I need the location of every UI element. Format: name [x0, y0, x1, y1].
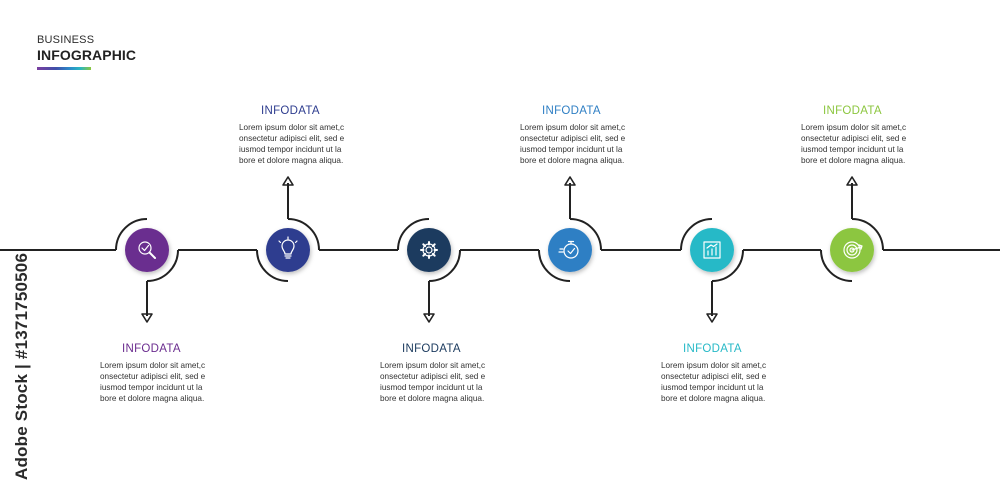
step-5-text: Lorem ipsum dolor sit amet,c onsectetur adipisci elit, sed e iusmod tempor incidunt ut la bore et dolore magna aliqua.: [661, 361, 767, 403]
step-4-text: Lorem ipsum dolor sit amet,c onsectetur adipisci elit, sed e iusmod tempor incidunt ut la bore et dolore magna aliqua.: [520, 123, 626, 165]
step-1-info: [100, 343, 260, 404]
step-4-info: [520, 105, 680, 166]
step-2-circle: [266, 228, 310, 272]
step-5-node: [681, 219, 743, 322]
step-2-text: Lorem ipsum dolor sit amet,c onsectetur adipisci elit, sed e iusmod tempor incidunt ut la bore et dolore magna aliqua.: [239, 123, 345, 165]
step-6-text: Lorem ipsum dolor sit amet,c onsectetur adipisci elit, sed e iusmod tempor incidunt ut la bore et dolore magna aliqua.: [801, 123, 907, 165]
step-2-node: [257, 177, 319, 281]
side-credit: Adobe Stock | #1371750506: [12, 252, 31, 480]
step-2-title: INFODATA: [261, 105, 320, 117]
step-3-circle: [407, 228, 451, 272]
step-5-title: INFODATA: [683, 343, 742, 355]
step-1-circle: [125, 228, 169, 272]
brand-subtitle: BUSINESS: [37, 34, 95, 46]
step-3-info: [380, 343, 540, 404]
step-6-title: INFODATA: [823, 105, 882, 117]
step-1-node: [116, 219, 178, 322]
step-5-info: [661, 343, 821, 404]
step-3-text: Lorem ipsum dolor sit amet,c onsectetur adipisci elit, sed e iusmod tempor incidunt ut la bore et dolore magna aliqua.: [380, 361, 486, 403]
step-3-node: [398, 219, 460, 322]
step-2-info: [239, 105, 399, 166]
step-4-circle: [548, 228, 592, 272]
step-1-title: INFODATA: [122, 343, 181, 355]
step-4-title: INFODATA: [542, 105, 601, 117]
brand-title: INFOGRAPHIC: [37, 47, 137, 63]
step-1-text: Lorem ipsum dolor sit amet,c onsectetur adipisci elit, sed e iusmod tempor incidunt ut la bore et dolore magna aliqua.: [100, 361, 206, 403]
step-6-info: [801, 105, 961, 166]
step-6-node: [821, 177, 883, 281]
step-4-node: [539, 177, 601, 281]
step-3-title: INFODATA: [402, 343, 461, 355]
